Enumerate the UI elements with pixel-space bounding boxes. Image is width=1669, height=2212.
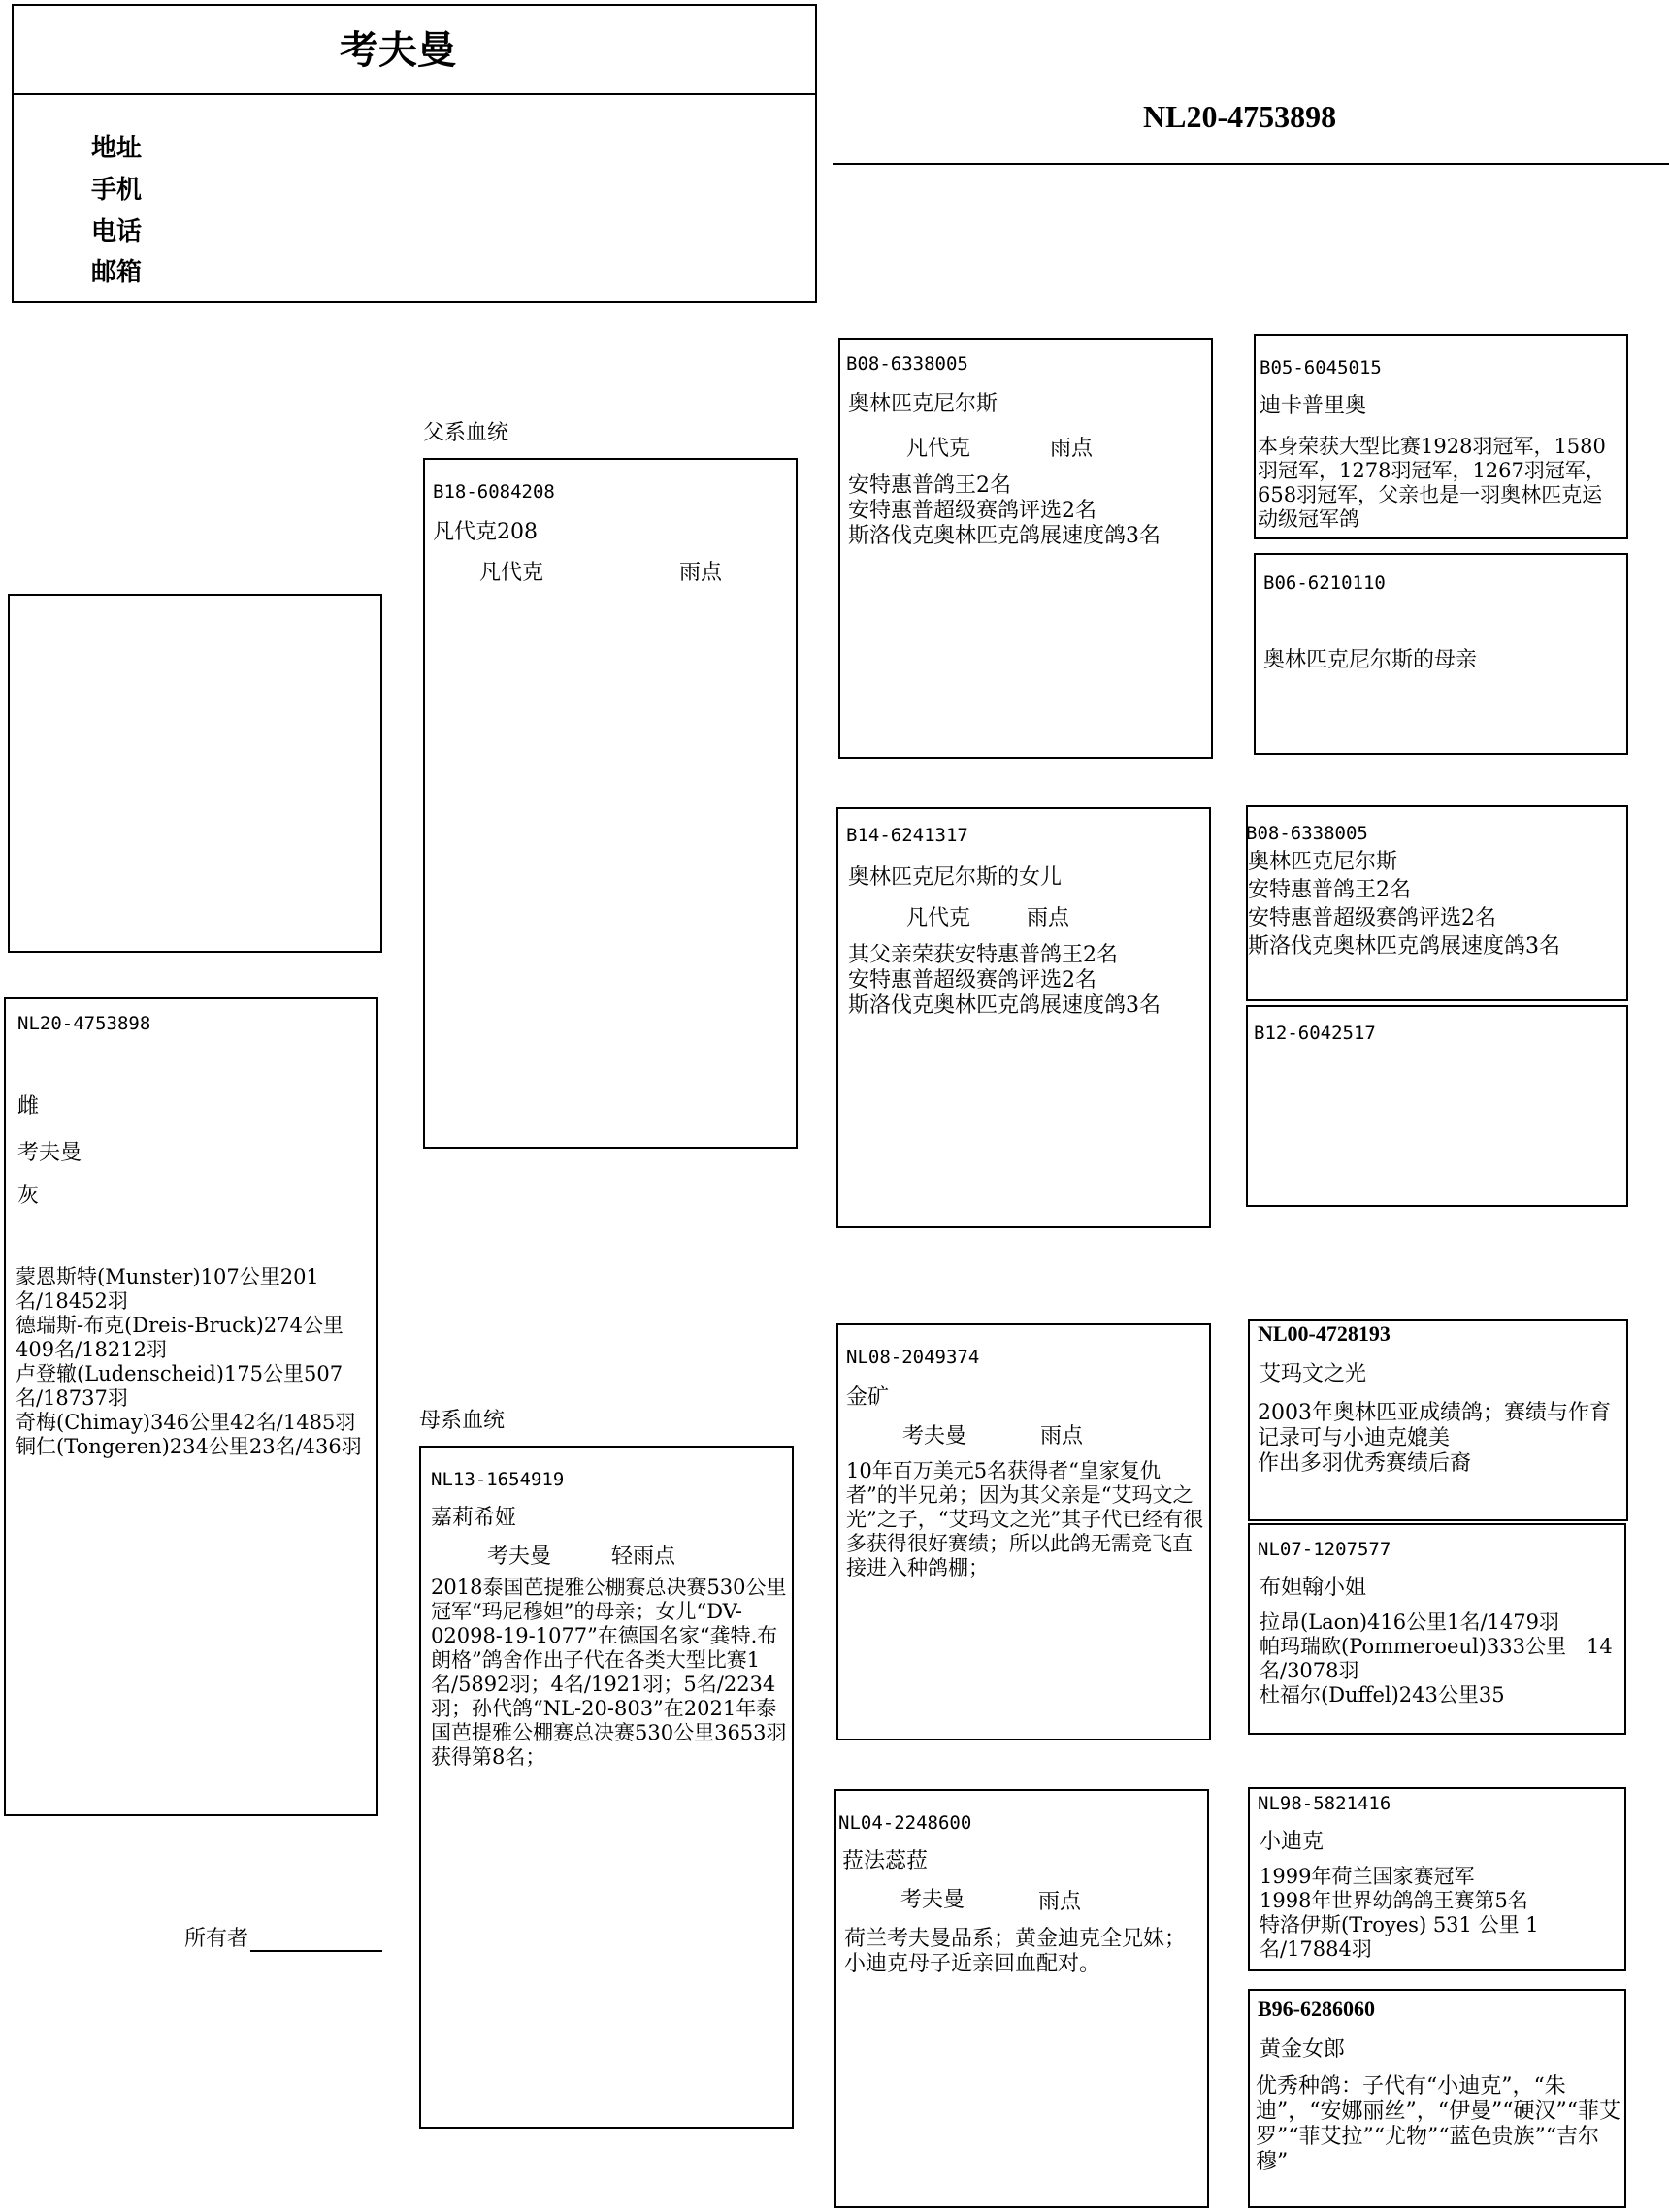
mobile-label: 手机 <box>91 176 143 205</box>
dsd-name: 布妲翰小姐 <box>1260 1576 1367 1600</box>
ss-name: 奥林匹克尼尔斯 <box>848 392 998 416</box>
sd-notes <box>848 943 1211 1019</box>
dss-ring: NL00-4728193 <box>1258 1321 1391 1346</box>
dsd-note: 帕玛瑞欧(Pommeroeul)333公里 14名/3078羽 <box>1260 1635 1613 1682</box>
sss-notes: 本身荣获大型比赛1928羽冠军，1580羽冠军，1278羽冠军，1267羽冠军，658羽冠军，父亲也是一羽奥林匹克运动级冠军鸽 <box>1258 435 1606 531</box>
dam-notes: 2018泰国芭提雅公棚赛总决赛530公里冠军“玛尼穆妲”的母亲；女儿“DV-02098-19-1077”在德国名家“龚特.布朗格”鸽舍作出子代在各类大型比赛1名/5892羽；4名/1921羽；5名/2234羽；孙代鸽“NL-20-803”在2021年泰国芭提雅公棚赛总决赛530公里3653羽获得第8名； <box>431 1576 787 1769</box>
ddd-ring: B96-6286060 <box>1258 1997 1375 2021</box>
sire-color: 雨点 <box>679 561 723 585</box>
subject-strain: 考夫曼 <box>17 1141 82 1165</box>
dds-ring: NL98-5821416 <box>1258 1793 1391 1814</box>
sss-name: 迪卡普里奥 <box>1260 394 1367 418</box>
sdd-ring: B12-6042517 <box>1254 1023 1376 1044</box>
owner-label: 所有者 <box>184 1927 249 1951</box>
phone-label: 电话 <box>91 217 143 246</box>
dam-section-label: 母系血统 <box>419 1409 506 1433</box>
ss-note: 安特惠普超级赛鸽评选2名 <box>848 499 1096 523</box>
dam-strain: 考夫曼 <box>487 1545 552 1569</box>
sd-note: 斯洛伐克奥林匹克鸽展速度鸽3名 <box>848 993 1161 1018</box>
dd-name: 菈法蕊菈 <box>842 1849 929 1873</box>
subject-result: 奇梅(Chimay)346公里42名/1485羽 <box>16 1411 356 1434</box>
ds-name: 金矿 <box>846 1385 890 1410</box>
dss-note: 记录可与小迪克媲美 <box>1258 1426 1451 1450</box>
dam-ring: NL13-1654919 <box>431 1469 565 1490</box>
dss-note: 作出多羽优秀赛绩后裔 <box>1258 1451 1472 1476</box>
dds-name: 小迪克 <box>1260 1830 1325 1854</box>
sd-strain: 凡代克 <box>906 906 971 930</box>
subject-result: 卢登辙(Ludenscheid)175公里507名/18737羽 <box>16 1362 344 1410</box>
dds-notes <box>1260 1865 1620 1962</box>
ss-ring: B08-6338005 <box>846 353 968 374</box>
subject-result: 蒙恩斯特(Munster)107公里201名/18452羽 <box>16 1265 319 1313</box>
subject-result: 德瑞斯-布克(Dreis-Bruck)274公里409名/18212羽 <box>16 1314 344 1361</box>
sire-strain: 凡代克 <box>479 561 544 585</box>
sire-section-label: 父系血统 <box>423 421 509 445</box>
ds-notes: 10年百万美元5名获得者“皇家复仇者”的半兄弟；因为其父亲是“艾玛文之光”之子，“艾玛文之光”其子代已经有很多获得很好赛绩；所以此鸽无需竞飞直接进入种鸽棚； <box>846 1459 1204 1579</box>
ss-note: 安特惠普鸽王2名 <box>848 473 1011 498</box>
sss-ring: B05-6045015 <box>1260 357 1382 378</box>
address-label: 地址 <box>91 134 143 163</box>
dd-strain: 考夫曼 <box>900 1888 965 1912</box>
dam-box <box>419 1446 794 2129</box>
ss-color: 雨点 <box>1050 437 1094 461</box>
owner-signature-line <box>250 1950 382 1952</box>
sd-note: 安特惠普超级赛鸽评选2名 <box>848 968 1096 992</box>
sds-note: 安特惠普鸽王2名 <box>1248 878 1411 902</box>
dsd-notes <box>1260 1610 1622 1708</box>
dds-note: 1999年荷兰国家赛冠军 <box>1260 1865 1475 1888</box>
subject-result: 铜仁(Tongeren)234公里23名/436羽 <box>16 1435 362 1458</box>
subject-sex: 雌 <box>17 1094 40 1119</box>
sds-note: 斯洛伐克奥林匹克鸽展速度鸽3名 <box>1248 934 1560 959</box>
dam-color: 轻雨点 <box>611 1545 676 1569</box>
ss-notes <box>848 473 1211 549</box>
sd-note: 其父亲荣获安特惠普鸽王2名 <box>848 943 1118 967</box>
dsd-note: 拉昂(Laon)416公里1名/1479羽 <box>1260 1610 1559 1634</box>
dam-name: 嘉莉希娅 <box>431 1506 517 1530</box>
ddd-name: 黄金女郎 <box>1260 2037 1346 2062</box>
sire-name: 凡代克208 <box>433 520 538 544</box>
ss-note: 斯洛伐克奥林匹克鸽展速度鸽3名 <box>848 524 1161 548</box>
photo-box <box>8 594 382 953</box>
ring-number-underline <box>833 163 1669 165</box>
sds-note: 安特惠普超级赛鸽评选2名 <box>1248 906 1496 930</box>
sds-ring: B08-6338005 <box>1246 823 1368 844</box>
subject-ring: NL20-4753898 <box>17 1013 151 1034</box>
sd-color: 雨点 <box>1027 906 1070 930</box>
dd-notes: 荷兰考夫曼品系；黄金迪克全兄妹；小迪克母子近亲回血配对。 <box>844 1927 1187 1976</box>
dsd-note: 杜福尔(Duffel)243公里35 <box>1260 1683 1505 1707</box>
ds-ring: NL08-2049374 <box>846 1347 980 1368</box>
dd-color: 雨点 <box>1038 1890 1082 1914</box>
subject-color: 灰 <box>17 1184 40 1208</box>
email-label: 邮箱 <box>91 258 143 287</box>
dds-note: 特洛伊斯(Troyes) 531 公里 1 名/17884羽 <box>1260 1913 1539 1961</box>
dd-ring: NL04-2248600 <box>838 1812 972 1834</box>
subject-results <box>16 1265 375 1459</box>
header-divider <box>12 93 817 95</box>
sds-block <box>1248 848 1626 960</box>
sire-ring: B18-6084208 <box>433 481 555 503</box>
dss-notes <box>1258 1401 1626 1477</box>
sds-name: 奥林匹克尼尔斯 <box>1248 850 1398 874</box>
ssd-name: 奥林匹克尼尔斯的母亲 <box>1263 648 1478 672</box>
ds-color: 雨点 <box>1040 1424 1084 1448</box>
sd-name: 奥林匹克尼尔斯的女儿 <box>848 865 1063 890</box>
sd-ring: B14-6241317 <box>846 825 968 846</box>
dds-note: 1998年世界幼鸽鸽王赛第5名 <box>1260 1889 1528 1912</box>
ddd-notes: 优秀种鸽：子代有“小迪克”，“朱迪”，“安娜丽丝”，“伊曼”“硬汉”“菲艾罗”“菲艾拉”“尤物”“蓝色贵族”“吉尔穆” <box>1256 2074 1620 2174</box>
header-ring-number: NL20-4753898 <box>1143 99 1337 134</box>
ss-strain: 凡代克 <box>906 437 971 461</box>
breeder-title: 考夫曼 <box>340 27 456 73</box>
ds-strain: 考夫曼 <box>902 1424 967 1448</box>
dsd-ring: NL07-1207577 <box>1258 1539 1391 1560</box>
dss-note: 2003年奥林匹亚成绩鸽；赛绩与作育 <box>1258 1401 1611 1425</box>
dss-name: 艾玛文之光 <box>1260 1362 1367 1386</box>
ssd-ring: B06-6210110 <box>1263 572 1386 594</box>
